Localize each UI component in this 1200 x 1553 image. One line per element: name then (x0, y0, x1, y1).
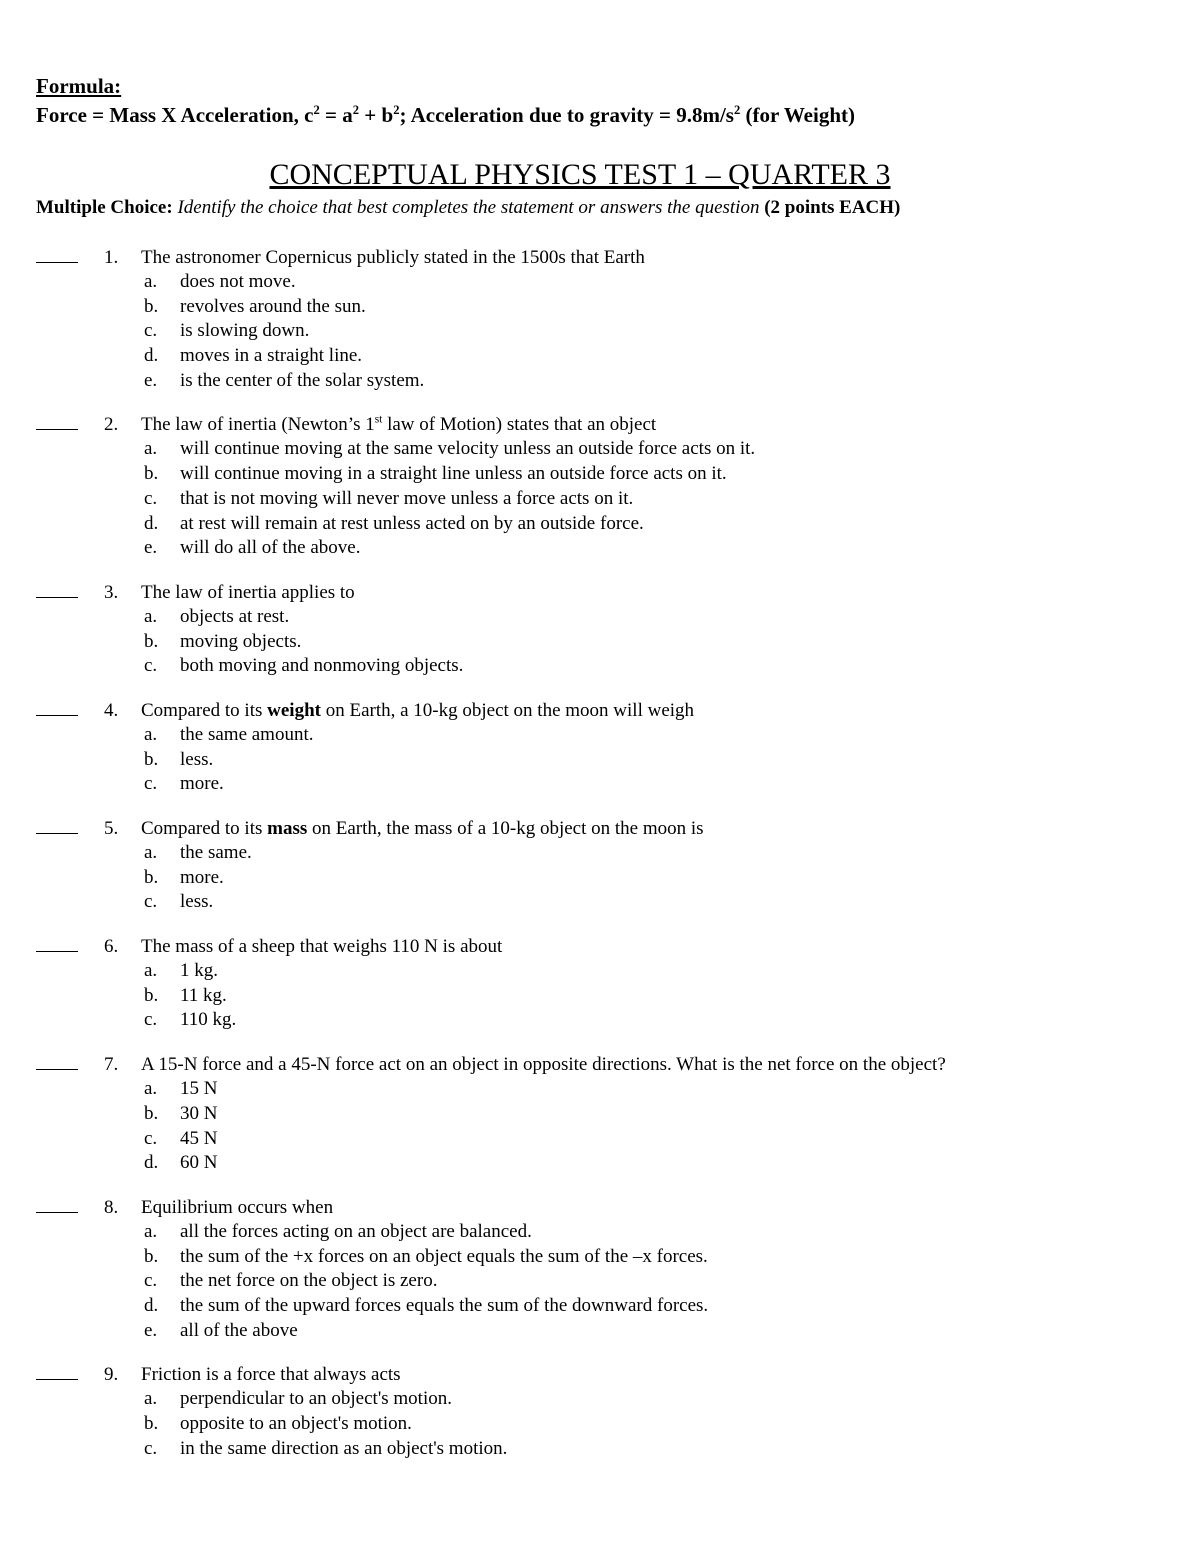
option-text: less. (180, 748, 214, 770)
option-text: opposite to an object's motion. (180, 1413, 412, 1434)
question-number: 5. (104, 818, 119, 839)
formula-superscript: 2 (393, 103, 400, 117)
question-text-pre: The mass of a sheep that weighs 110 N is about (141, 936, 503, 958)
option-text: at rest will remain at rest unless acted on by an outside force. (180, 512, 644, 534)
option-letter: c. (144, 655, 158, 677)
option-text: does not move. (180, 271, 296, 292)
question-text (141, 1362, 401, 1387)
option-text: will continue moving at the same velocity unless an outside force acts on it. (180, 438, 756, 460)
question-row (36, 245, 1176, 270)
formula-superscript: 2 (733, 103, 741, 117)
instructions-points: (2 points EACH) (764, 197, 901, 218)
question-text-pre: Friction is a force that always acts (141, 1364, 401, 1386)
option-letter: c. (144, 1270, 158, 1292)
question-text-bold: mass (267, 818, 308, 839)
answer-option (36, 772, 1176, 797)
option-text: 1 kg. (180, 960, 218, 982)
option-text: the sum of the +x forces on an object equals the sum of the –x forces. (180, 1245, 708, 1267)
question-item (36, 934, 1176, 1033)
question-text-pre: Equilibrium occurs when (141, 1196, 334, 1218)
answer-blank[interactable] (36, 1212, 78, 1213)
option-text: less. (180, 891, 214, 913)
option-letter: a. (144, 438, 158, 460)
option-letter: d. (144, 1152, 159, 1174)
option-text: 11 kg. (180, 984, 227, 1006)
question-text-bold: weight (267, 699, 321, 721)
answer-blank[interactable] (36, 262, 78, 263)
answer-option (36, 1437, 1176, 1462)
question-text-pre: Compared to its (141, 699, 268, 721)
instructions (36, 196, 900, 220)
instructions-text: Identify the choice that best completes the statement or answers the question (177, 197, 760, 218)
question-text-pre: A 15-N force and a 45-N force act on an object in opposite directions. What is the net force on the object? (141, 1054, 946, 1076)
answer-option (36, 605, 1176, 630)
option-text: that is not moving will never move unless a force acts on it. (180, 487, 634, 509)
answer-option (36, 1269, 1176, 1294)
answer-option (36, 1008, 1176, 1033)
question-number: 3. (104, 581, 119, 603)
option-text: revolves around the sun. (180, 295, 366, 317)
question-text (141, 580, 355, 605)
option-letter: a. (144, 842, 158, 863)
question-text-pre: Compared to its (141, 818, 268, 839)
answer-option (36, 1319, 1176, 1344)
formula-part: = a (319, 103, 353, 127)
answer-option (36, 536, 1176, 561)
question-text-sup: st (374, 414, 383, 427)
option-letter: e. (144, 1319, 158, 1341)
option-letter: a. (144, 1220, 158, 1242)
answer-option (36, 1151, 1176, 1176)
question-row (36, 412, 1176, 437)
answer-option (36, 748, 1176, 773)
question-item (36, 580, 1176, 679)
answer-option (36, 319, 1176, 344)
formula-part: Force = Mass X Acceleration, c (36, 103, 314, 127)
option-text: in the same direction as an object's motion. (180, 1437, 508, 1459)
formula-part: + b (359, 103, 394, 127)
option-letter: b. (144, 1245, 159, 1267)
question-number: 8. (104, 1196, 119, 1218)
formula-superscript: 2 (313, 103, 320, 117)
answer-option (36, 344, 1176, 369)
answer-option (36, 984, 1176, 1009)
option-text: the same. (180, 842, 252, 863)
answer-option (36, 462, 1176, 487)
question-list (36, 245, 1176, 1480)
question-text-post: law of Motion) states that an object (382, 414, 657, 436)
option-text: perpendicular to an object's motion. (180, 1388, 452, 1410)
question-item (36, 1362, 1176, 1461)
option-letter: c. (144, 320, 158, 342)
question-item (36, 1195, 1176, 1343)
answer-blank[interactable] (36, 429, 78, 430)
question-text-pre: The astronomer Copernicus publicly stated in the 1500s that Earth (141, 247, 645, 268)
answer-blank[interactable] (36, 597, 78, 598)
option-letter: a. (144, 1388, 158, 1410)
option-text: all of the above (180, 1319, 298, 1341)
question-number: 6. (104, 936, 119, 958)
option-letter: a. (144, 271, 158, 292)
option-text: the net force on the object is zero. (180, 1270, 438, 1292)
option-letter: d. (144, 512, 159, 534)
option-letter: b. (144, 1413, 159, 1434)
answer-option (36, 890, 1176, 915)
answer-blank[interactable] (36, 951, 78, 952)
formula-part: (for Weight) (740, 103, 855, 127)
question-text (141, 1052, 946, 1077)
formula-block (36, 72, 855, 130)
option-letter: a. (144, 605, 158, 627)
answer-option (36, 369, 1176, 394)
option-letter: b. (144, 463, 159, 485)
instructions-label: Multiple Choice: (36, 197, 173, 218)
option-text: more. (180, 866, 224, 888)
option-text: moving objects. (180, 630, 302, 652)
answer-option (36, 630, 1176, 655)
answer-blank[interactable] (36, 715, 78, 716)
option-letter: b. (144, 748, 159, 770)
answer-option (36, 1077, 1176, 1102)
option-letter: b. (144, 1102, 159, 1124)
answer-option (36, 487, 1176, 512)
answer-option (36, 295, 1176, 320)
option-text: the same amount. (180, 723, 314, 745)
option-letter: e. (144, 369, 158, 391)
option-letter: b. (144, 630, 159, 652)
option-text: will do all of the above. (180, 537, 361, 559)
option-letter: d. (144, 345, 159, 367)
question-text (141, 245, 645, 270)
formula-superscript: 2 (352, 103, 360, 117)
option-letter: a. (144, 960, 158, 982)
option-letter: c. (144, 1127, 158, 1149)
option-text: 30 N (180, 1102, 218, 1124)
option-letter: c. (144, 487, 158, 509)
formula-line (36, 103, 855, 127)
question-item (36, 1052, 1176, 1176)
answer-option (36, 1220, 1176, 1245)
question-row (36, 1362, 1176, 1387)
option-letter: e. (144, 537, 158, 559)
question-item (36, 698, 1176, 797)
answer-option (36, 959, 1176, 984)
option-letter: b. (144, 984, 159, 1006)
answer-option (36, 1245, 1176, 1270)
question-item (36, 816, 1176, 915)
answer-option (36, 1387, 1176, 1412)
option-text: all the forces acting on an object are balanced. (180, 1220, 532, 1242)
answer-option (36, 270, 1176, 295)
question-text (141, 934, 502, 959)
question-row (36, 1195, 1176, 1220)
page-title: CONCEPTUAL PHYSICS TEST 1 – QUARTER 3 (269, 158, 891, 191)
option-text: will continue moving in a straight line unless an outside force acts on it. (180, 463, 727, 485)
question-item (36, 245, 1176, 393)
answer-option (36, 512, 1176, 537)
option-text: 15 N (180, 1078, 218, 1100)
answer-option (36, 654, 1176, 679)
option-text: moves in a straight line. (180, 345, 363, 367)
answer-blank[interactable] (36, 833, 78, 834)
question-text (141, 1195, 333, 1220)
question-text (141, 412, 656, 437)
option-letter: b. (144, 295, 159, 317)
option-letter: a. (144, 1078, 158, 1100)
question-row (36, 934, 1176, 959)
answer-option (36, 437, 1176, 462)
answer-option (36, 1412, 1176, 1437)
question-number: 1. (104, 247, 119, 268)
option-text: more. (180, 773, 224, 795)
question-number: 9. (104, 1364, 119, 1386)
option-letter: c. (144, 1009, 158, 1031)
question-item (36, 412, 1176, 560)
question-text-post: on Earth, a 10-kg object on the moon will weigh (320, 699, 695, 721)
question-text-pre: The law of inertia (Newton’s 1 (141, 414, 375, 436)
option-text: is slowing down. (180, 320, 310, 342)
option-text: the sum of the upward forces equals the sum of the downward forces. (180, 1294, 709, 1316)
option-letter: a. (144, 723, 158, 745)
answer-option (36, 1102, 1176, 1127)
question-number: 4. (104, 699, 119, 721)
option-text: objects at rest. (180, 605, 290, 627)
answer-blank[interactable] (36, 1069, 78, 1070)
answer-blank[interactable] (36, 1379, 78, 1380)
formula-heading: Formula: (36, 74, 122, 98)
option-text: both moving and nonmoving objects. (180, 655, 464, 677)
question-row (36, 1052, 1176, 1077)
formula-part: ; Acceleration due to gravity = 9.8m/s (399, 103, 734, 127)
question-row (36, 580, 1176, 605)
option-letter: c. (144, 1437, 158, 1459)
question-number: 7. (104, 1054, 119, 1076)
question-number: 2. (104, 414, 119, 436)
option-text: is the center of the solar system. (180, 369, 425, 391)
question-row (36, 816, 1176, 841)
option-letter: b. (144, 866, 159, 888)
option-letter: c. (144, 773, 158, 795)
question-text-post: on Earth, the mass of a 10-kg object on the moon is (307, 818, 704, 839)
option-text: 60 N (180, 1152, 218, 1174)
option-text: 45 N (180, 1127, 218, 1149)
option-letter: c. (144, 891, 158, 913)
question-text-pre: The law of inertia applies to (141, 581, 355, 603)
answer-option (36, 723, 1176, 748)
question-text (141, 698, 694, 723)
answer-option (36, 1127, 1176, 1152)
question-row (36, 698, 1176, 723)
answer-option (36, 1294, 1176, 1319)
answer-option (36, 841, 1176, 866)
answer-option (36, 866, 1176, 891)
option-letter: d. (144, 1294, 159, 1316)
question-text (141, 816, 704, 841)
option-text: 110 kg. (180, 1009, 237, 1031)
